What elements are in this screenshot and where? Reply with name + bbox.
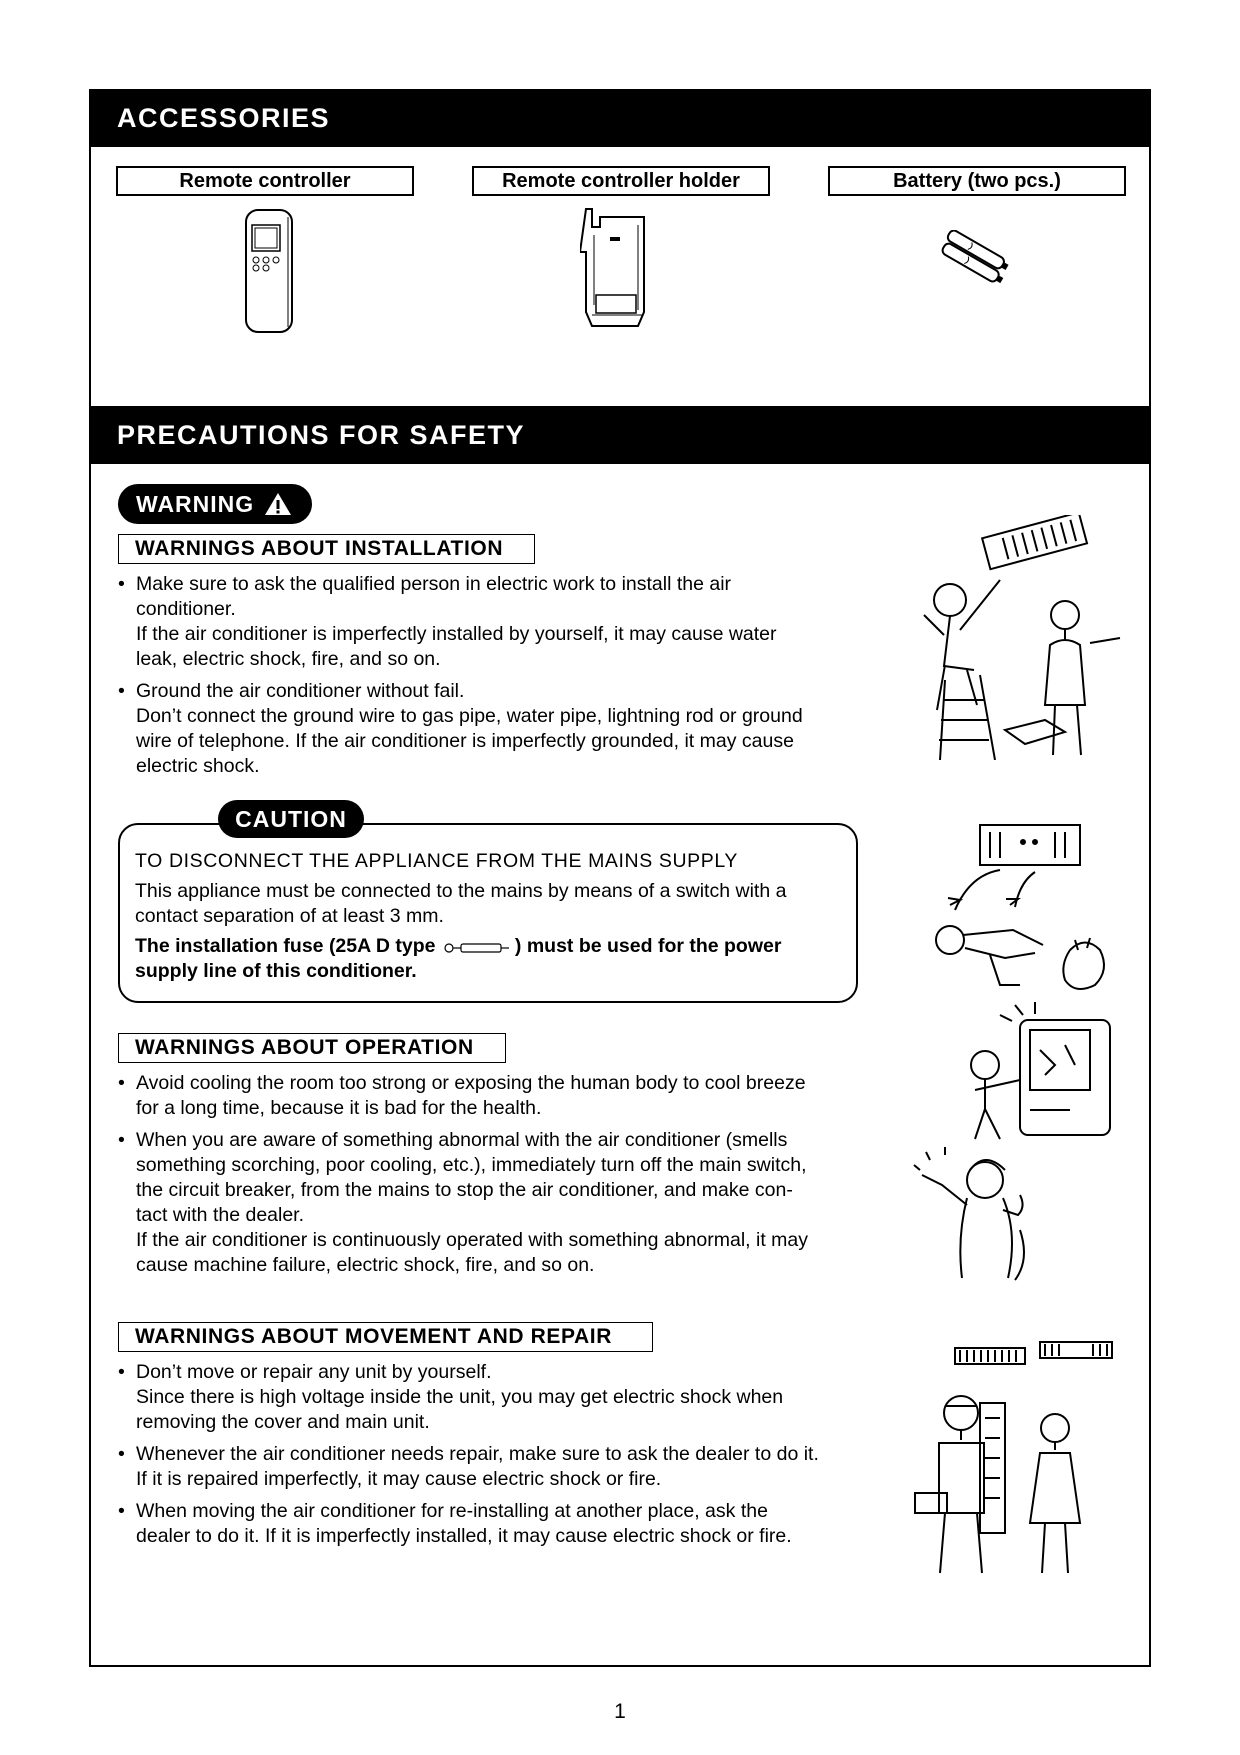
accessory-label-battery: Battery (two pcs.) xyxy=(828,166,1126,196)
accessory-label-holder: Remote controller holder xyxy=(472,166,770,196)
accessory-label-remote: Remote controller xyxy=(116,166,414,196)
caution-body: This appliance must be connected to the mains by means of a switch with a contact separation of at least 3 mm. xyxy=(135,880,787,927)
page-number: 1 xyxy=(614,1700,626,1723)
dealer-repair-illustration xyxy=(905,1328,1125,1588)
caution-heading: TO DISCONNECT THE APPLIANCE FROM THE MAINS SUPPLY xyxy=(135,850,738,872)
installation-bullets xyxy=(118,572,858,786)
list-item: • When you are aware of something abnormal with the air conditioner (smells something scorching, poor cooling, etc.), immediately turn off the main switch, the circuit breaker, from the mains to stop the air conditioner, and make con- tact with the dealer. If the air conditioner is continuously operated with something abnormal, it may cause machine failure, electric shock, fire, and so on. xyxy=(118,1128,858,1278)
unplug-illustration xyxy=(955,1000,1115,1145)
phone-call-illustration xyxy=(905,1145,1055,1295)
warning-badge xyxy=(118,484,312,524)
remote-controller-icon xyxy=(240,207,300,337)
caution-fuse-note: The installation fuse (25A D type ) must be used for the power supply line of this conditioner. xyxy=(135,935,782,982)
caution-badge: CAUTION xyxy=(218,800,364,838)
precautions-header: PRECAUTIONS FOR SAFETY xyxy=(89,406,1151,464)
movement-heading: WARNINGS ABOUT MOVEMENT AND REPAIR xyxy=(118,1322,653,1352)
battery-icon xyxy=(935,230,1015,285)
movement-bullets xyxy=(118,1360,858,1556)
remote-holder-icon xyxy=(580,207,652,332)
installation-heading: WARNINGS ABOUT INSTALLATION xyxy=(118,534,535,564)
accessories-header: ACCESSORIES xyxy=(89,89,1151,147)
operation-bullets xyxy=(118,1071,858,1285)
operation-heading: WARNINGS ABOUT OPERATION xyxy=(118,1033,506,1063)
cold-draft-illustration xyxy=(905,820,1125,1005)
list-item: • Whenever the air conditioner needs repair, make sure to ask the dealer to do it. If it is repaired imperfectly, it may cause electric shock or fire. xyxy=(118,1442,858,1492)
warning-triangle-icon xyxy=(264,492,292,516)
installer-on-ladder-illustration xyxy=(905,515,1125,760)
list-item: • Don’t move or repair any unit by yourself. Since there is high voltage inside the unit, you may get electric shock when removing the cover and main unit. xyxy=(118,1360,858,1435)
list-item: • Make sure to ask the qualified person in electric work to install the air conditioner. If the air conditioner is imperfectly installed by yourself, it may cause water leak, electric shock, fire, and so on. xyxy=(118,572,858,672)
list-item: • Avoid cooling the room too strong or exposing the human body to cool breeze for a long time, because it is bad for the health. xyxy=(118,1071,858,1121)
list-item: • Ground the air conditioner without fail. Don’t connect the ground wire to gas pipe, water pipe, lightning rod or ground wire of telephone. If the air conditioner is imperfectly grounded, it may cause electric shock. xyxy=(118,679,858,779)
fuse-icon xyxy=(443,939,513,955)
warning-label: WARNING xyxy=(136,491,255,517)
list-item: • When moving the air conditioner for re-installing at another place, ask the dealer to do it. If it is imperfectly installed, it may cause electric shock or fire. xyxy=(118,1499,858,1549)
